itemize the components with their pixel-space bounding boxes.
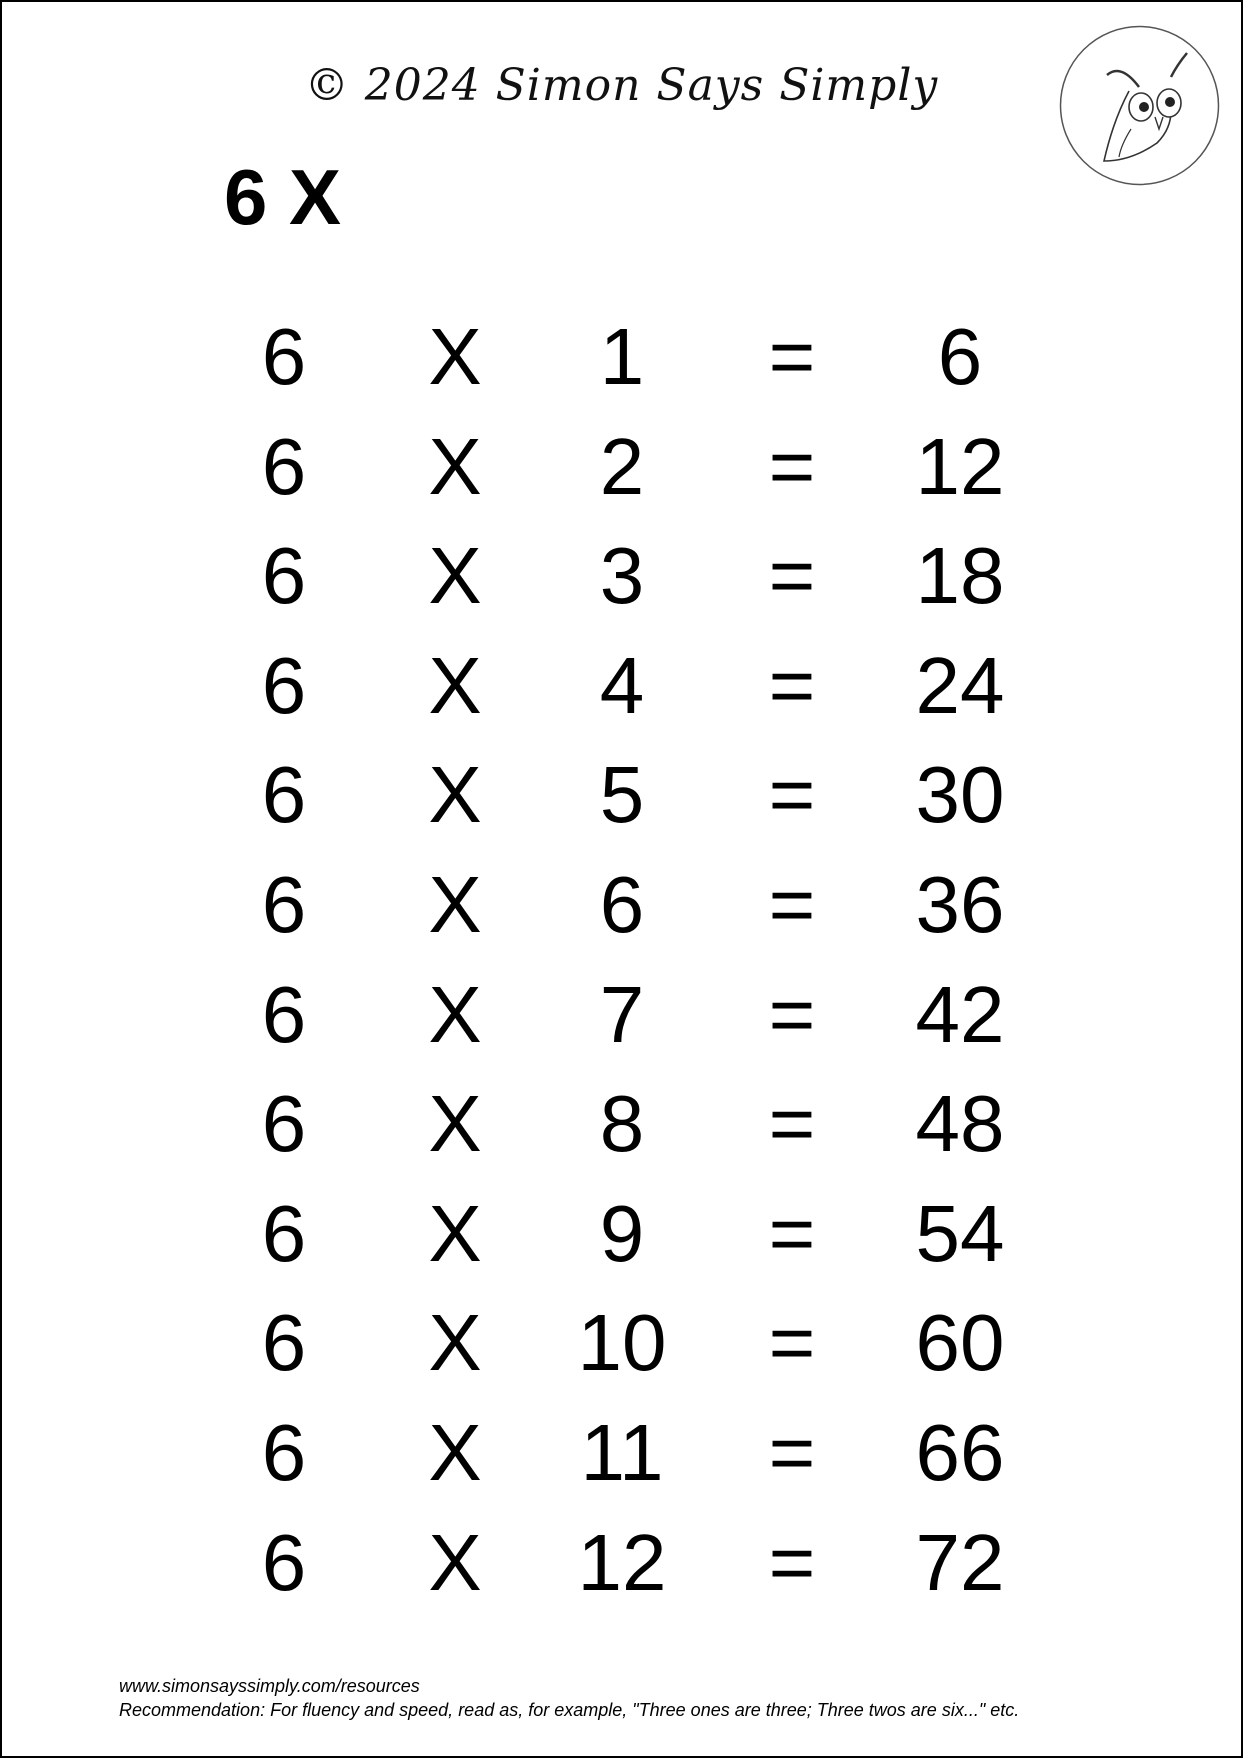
times-sign: X	[428, 1298, 482, 1388]
product: 6	[937, 312, 983, 401]
product: 54	[915, 1188, 1005, 1278]
times-sign: X	[428, 1188, 482, 1278]
times-sign: X	[428, 750, 482, 840]
multiplicand: 6	[261, 312, 307, 401]
multiplicand: 6	[261, 1298, 307, 1388]
times-sign: X	[428, 531, 482, 621]
table-row	[2, 850, 1241, 960]
multiplicand: 6	[261, 1517, 307, 1607]
multiplicand: 6	[261, 531, 307, 621]
table-row	[2, 1398, 1241, 1508]
multiplier: 11	[580, 1407, 664, 1497]
product: 36	[915, 859, 1005, 949]
table-row	[2, 1069, 1241, 1179]
table-heading: 6 X	[224, 153, 342, 241]
product: 24	[915, 640, 1005, 730]
times-sign: X	[428, 969, 482, 1059]
copyright-title	[2, 60, 1241, 111]
multiplicand: 6	[261, 750, 307, 840]
owl-icon	[1059, 25, 1220, 186]
equals-sign: =	[768, 1188, 816, 1278]
multiplier: 6	[599, 859, 645, 949]
product: 60	[915, 1298, 1005, 1388]
times-sign: X	[428, 1407, 482, 1497]
table-row	[2, 1288, 1241, 1398]
multiplier: 4	[599, 640, 645, 730]
multiplier: 12	[577, 1517, 667, 1607]
multiplier: 3	[599, 531, 645, 621]
table-row	[2, 521, 1241, 631]
multiplicand: 6	[261, 969, 307, 1059]
product: 18	[915, 531, 1005, 621]
times-sign: X	[428, 312, 482, 401]
table-row	[2, 960, 1241, 1070]
multiplier: 7	[599, 969, 645, 1059]
table-row	[2, 740, 1241, 850]
table-row	[2, 1179, 1241, 1289]
multiplicand: 6	[261, 421, 307, 511]
product: 66	[915, 1407, 1005, 1497]
product: 72	[915, 1517, 1005, 1607]
equals-sign: =	[768, 859, 816, 949]
resources-url: www.simonsayssimply.com/resources	[119, 1676, 420, 1696]
multiplicand: 6	[261, 640, 307, 730]
equals-sign: =	[768, 1298, 816, 1388]
equals-sign: =	[768, 1079, 816, 1169]
table-row	[2, 631, 1241, 741]
equals-sign: =	[768, 969, 816, 1059]
equals-sign: =	[768, 750, 816, 840]
times-sign: X	[428, 1517, 482, 1607]
product: 42	[915, 969, 1005, 1059]
multiplication-table	[2, 302, 1241, 1617]
product: 12	[915, 421, 1005, 511]
equals-sign: =	[768, 1517, 816, 1607]
equals-sign: =	[768, 640, 816, 730]
copyright-text: © 2024 Simon Says Simply	[304, 60, 939, 111]
footer	[119, 1674, 1019, 1722]
recommendation-text: Recommendation: For fluency and speed, read as, for example, "Three ones are three; Three twos are six..." etc.	[119, 1700, 1020, 1720]
multiplier: 10	[577, 1298, 667, 1388]
table-row	[2, 1508, 1241, 1618]
multiplicand: 6	[261, 1079, 307, 1169]
multiplier: 9	[599, 1188, 645, 1278]
product: 30	[915, 750, 1005, 840]
multiplier: 5	[599, 750, 645, 840]
product: 48	[915, 1079, 1005, 1169]
multiplicand: 6	[261, 1407, 307, 1497]
times-sign: X	[428, 640, 482, 730]
multiplicand: 6	[261, 859, 307, 949]
equals-sign: =	[768, 1407, 816, 1497]
multiplier: 1	[599, 312, 645, 401]
equals-sign: =	[768, 312, 816, 401]
table-row	[2, 302, 1241, 412]
times-sign: X	[428, 421, 482, 511]
times-sign: X	[428, 859, 482, 949]
equals-sign: =	[768, 531, 816, 621]
multiplier: 8	[599, 1079, 645, 1169]
times-sign: X	[428, 1079, 482, 1169]
multiplier: 2	[599, 421, 645, 511]
equals-sign: =	[768, 421, 816, 511]
table-row	[2, 412, 1241, 522]
multiplicand: 6	[261, 1188, 307, 1278]
